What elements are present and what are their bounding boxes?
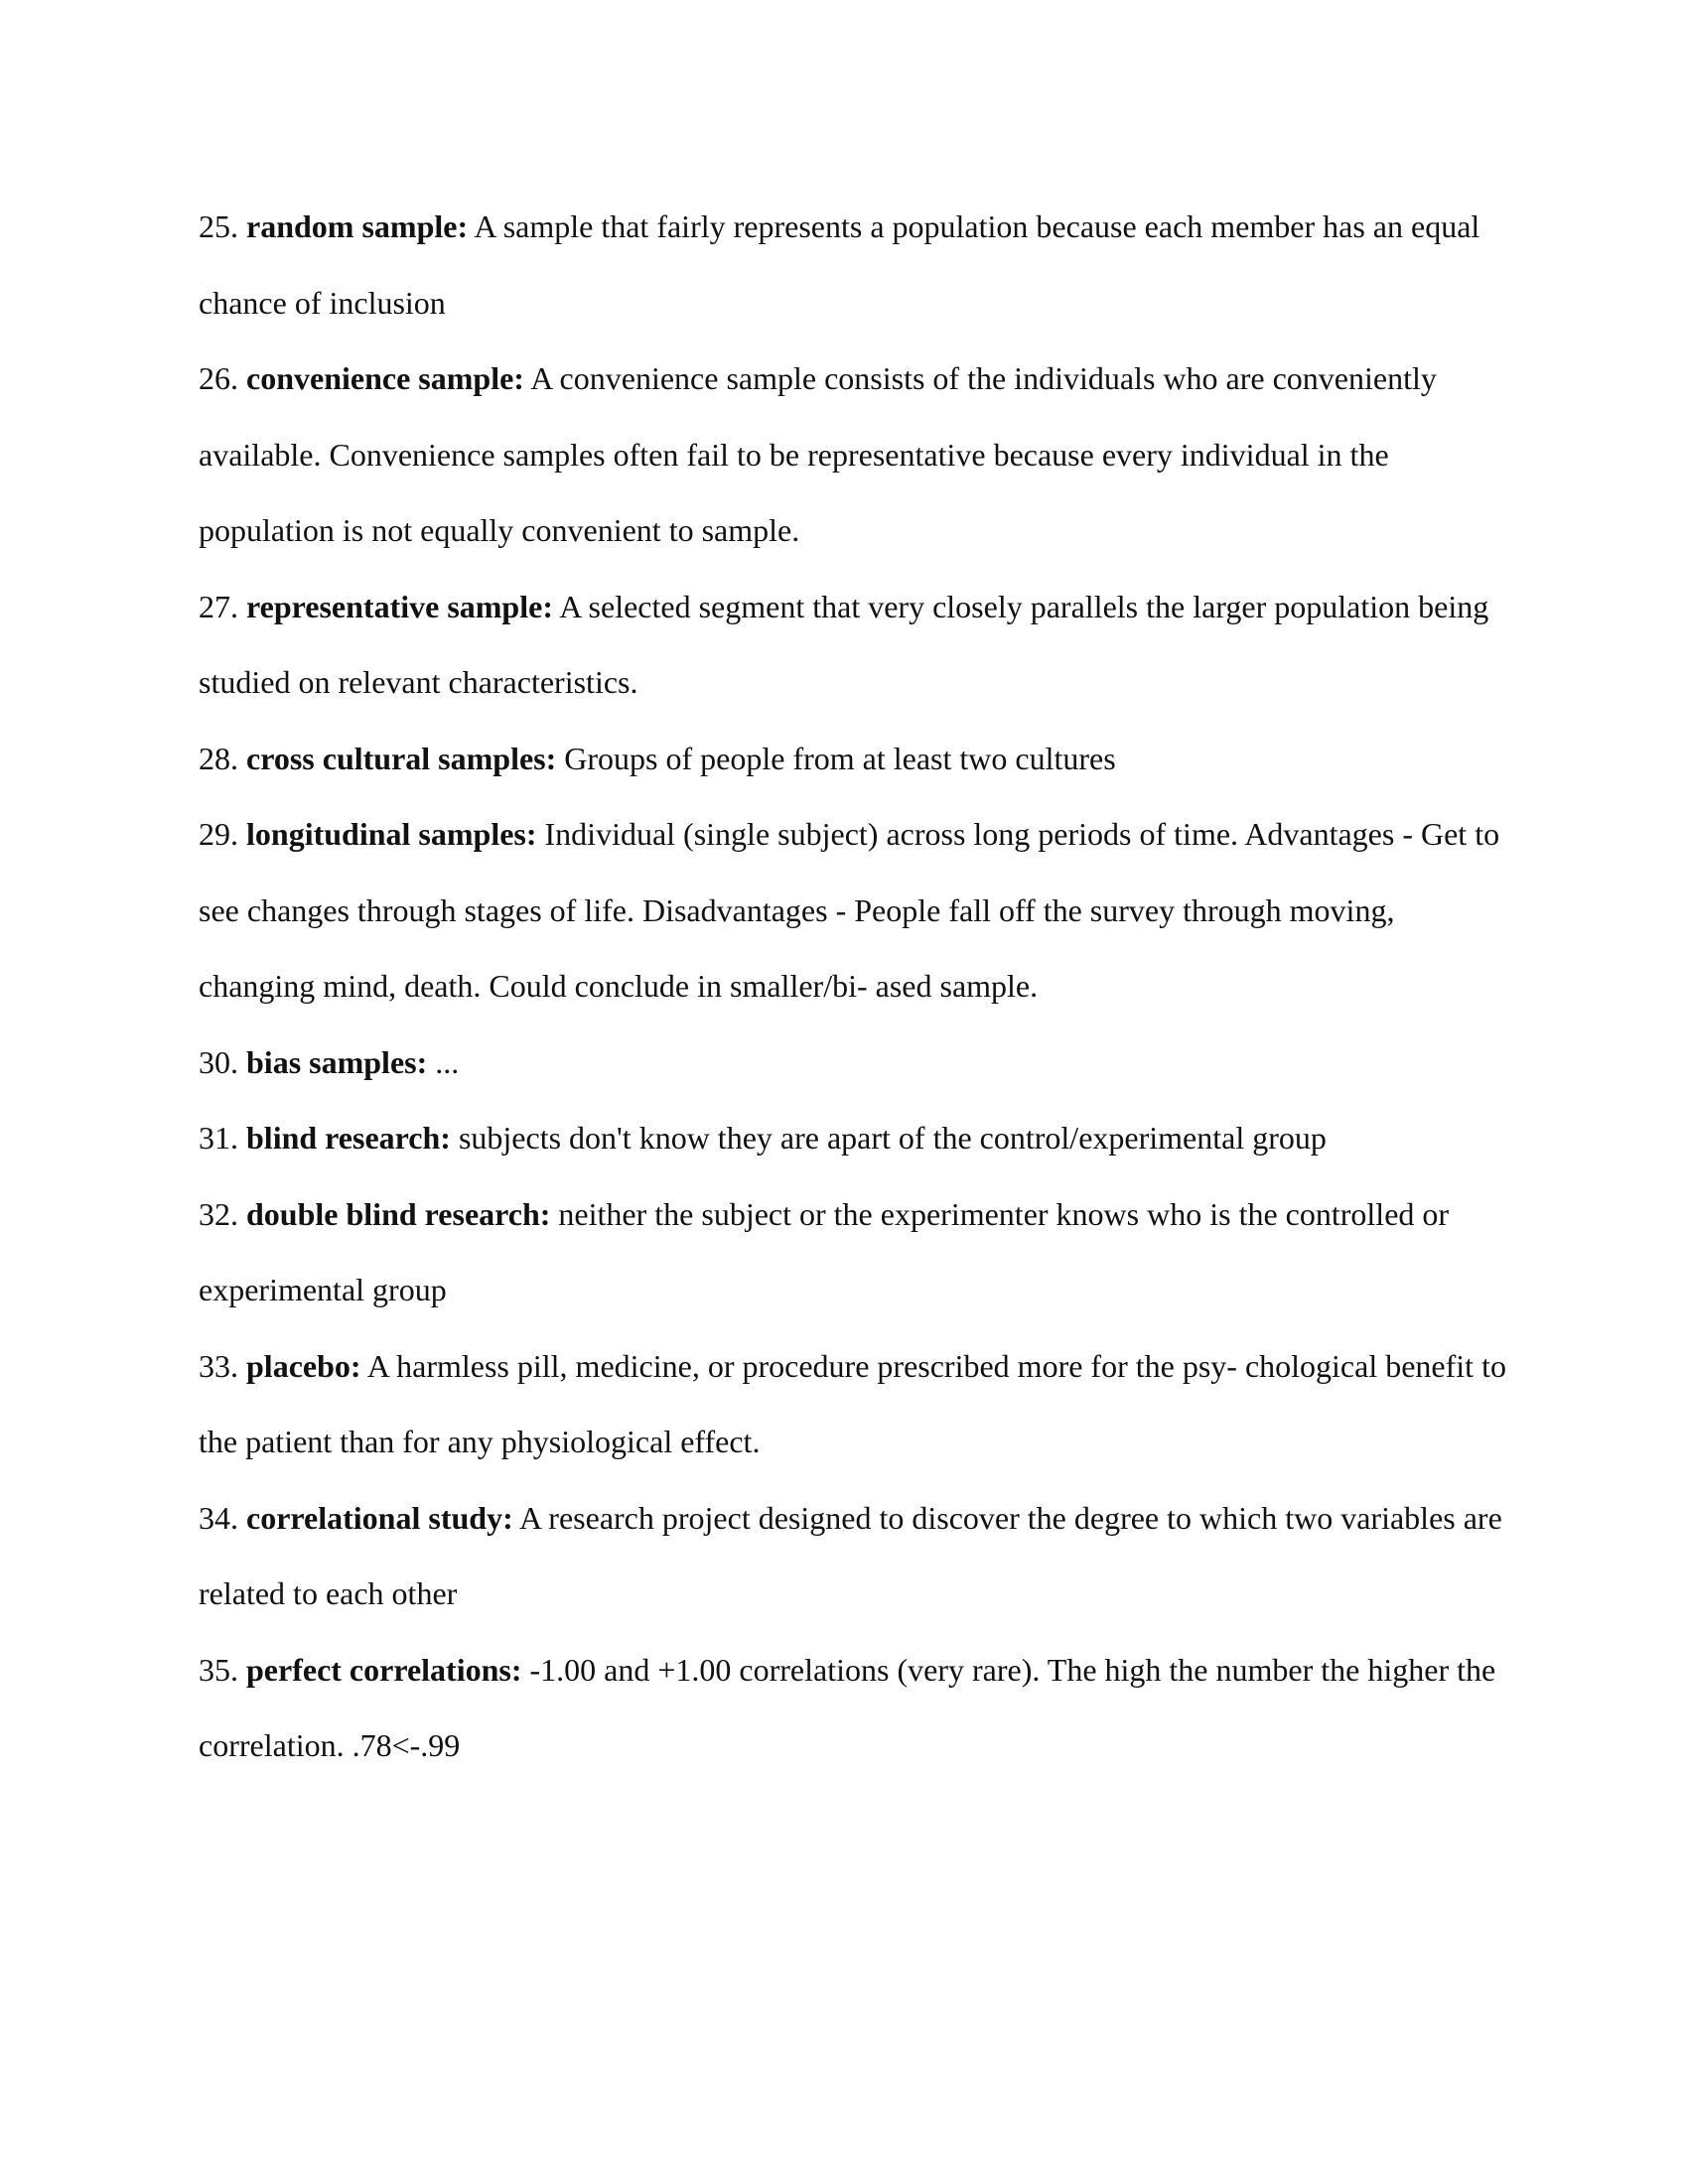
glossary-entry-25 bbox=[199, 189, 1509, 341]
entry-number: 28. bbox=[199, 740, 238, 776]
glossary-entry-34 bbox=[199, 1480, 1509, 1632]
entry-term: representative sample: bbox=[246, 588, 553, 624]
entry-definition: ... bbox=[435, 1043, 460, 1080]
entry-definition: Individual (single subject) across long periods of time. Advantages - Get to see changes through stages of life. Disadvantages - People fall off the survey through moving, changing mind, death. Could conclude in smaller/bi- ased sample. bbox=[199, 816, 1500, 1004]
glossary-entry-35 bbox=[199, 1632, 1509, 1784]
entry-definition: Groups of people from at least two cultures bbox=[564, 740, 1116, 776]
entry-definition: neither the subject or the experimenter knows who is the controlled or experimental group bbox=[199, 1195, 1450, 1307]
entry-term: random sample: bbox=[246, 208, 469, 244]
entry-number: 29. bbox=[199, 816, 238, 852]
entry-number: 33. bbox=[199, 1347, 238, 1384]
entry-number: 34. bbox=[199, 1499, 238, 1536]
entry-number: 35. bbox=[199, 1651, 238, 1688]
glossary-entry-32 bbox=[199, 1176, 1509, 1328]
entry-term: double blind research: bbox=[246, 1195, 551, 1232]
entry-term: perfect correlations: bbox=[246, 1651, 522, 1688]
glossary-entry-30 bbox=[199, 1024, 1509, 1101]
entry-number: 31. bbox=[199, 1120, 238, 1156]
glossary-entry-31 bbox=[199, 1100, 1509, 1176]
entry-term: cross cultural samples: bbox=[246, 740, 557, 776]
entry-definition: A harmless pill, medicine, or procedure prescribed more for the psy- chological benefit to the patient than for any physiological effect. bbox=[199, 1347, 1506, 1459]
entry-number: 27. bbox=[199, 588, 238, 624]
entry-term: blind research: bbox=[246, 1120, 451, 1156]
entry-number: 30. bbox=[199, 1043, 238, 1080]
glossary-entry-28 bbox=[199, 721, 1509, 797]
entry-term: bias samples: bbox=[246, 1043, 428, 1080]
entry-term: placebo: bbox=[246, 1347, 361, 1384]
glossary-entry-26 bbox=[199, 341, 1509, 569]
glossary-entry-27 bbox=[199, 569, 1509, 721]
entry-definition: A sample that fairly represents a population because each member has an equal chance of inclusion bbox=[199, 208, 1480, 321]
glossary-entry-33 bbox=[199, 1328, 1509, 1480]
entry-number: 26. bbox=[199, 360, 238, 396]
entry-definition: A selected segment that very closely parallels the larger population being studied on relevant characteristics. bbox=[199, 588, 1489, 700]
entry-number: 32. bbox=[199, 1195, 238, 1232]
entry-definition: -1.00 and +1.00 correlations (very rare). The high the number the higher the correlation. .78<-.99 bbox=[199, 1651, 1496, 1763]
entry-term: longitudinal samples: bbox=[246, 816, 537, 852]
entry-number: 25. bbox=[199, 208, 238, 244]
entry-definition: A research project designed to discover the degree to which two variables are related to each other bbox=[199, 1499, 1502, 1611]
entry-definition: A convenience sample consists of the individuals who are conveniently available. Convenience samples often fail to be representative because every individual in the population is not equally convenient to sample. bbox=[199, 360, 1437, 548]
entry-term: correlational study: bbox=[246, 1499, 513, 1536]
entry-definition: subjects don't know they are apart of the control/experimental group bbox=[458, 1120, 1327, 1156]
document-page bbox=[199, 189, 1509, 1784]
entry-term: convenience sample: bbox=[246, 360, 524, 396]
glossary-entry-29 bbox=[199, 796, 1509, 1024]
